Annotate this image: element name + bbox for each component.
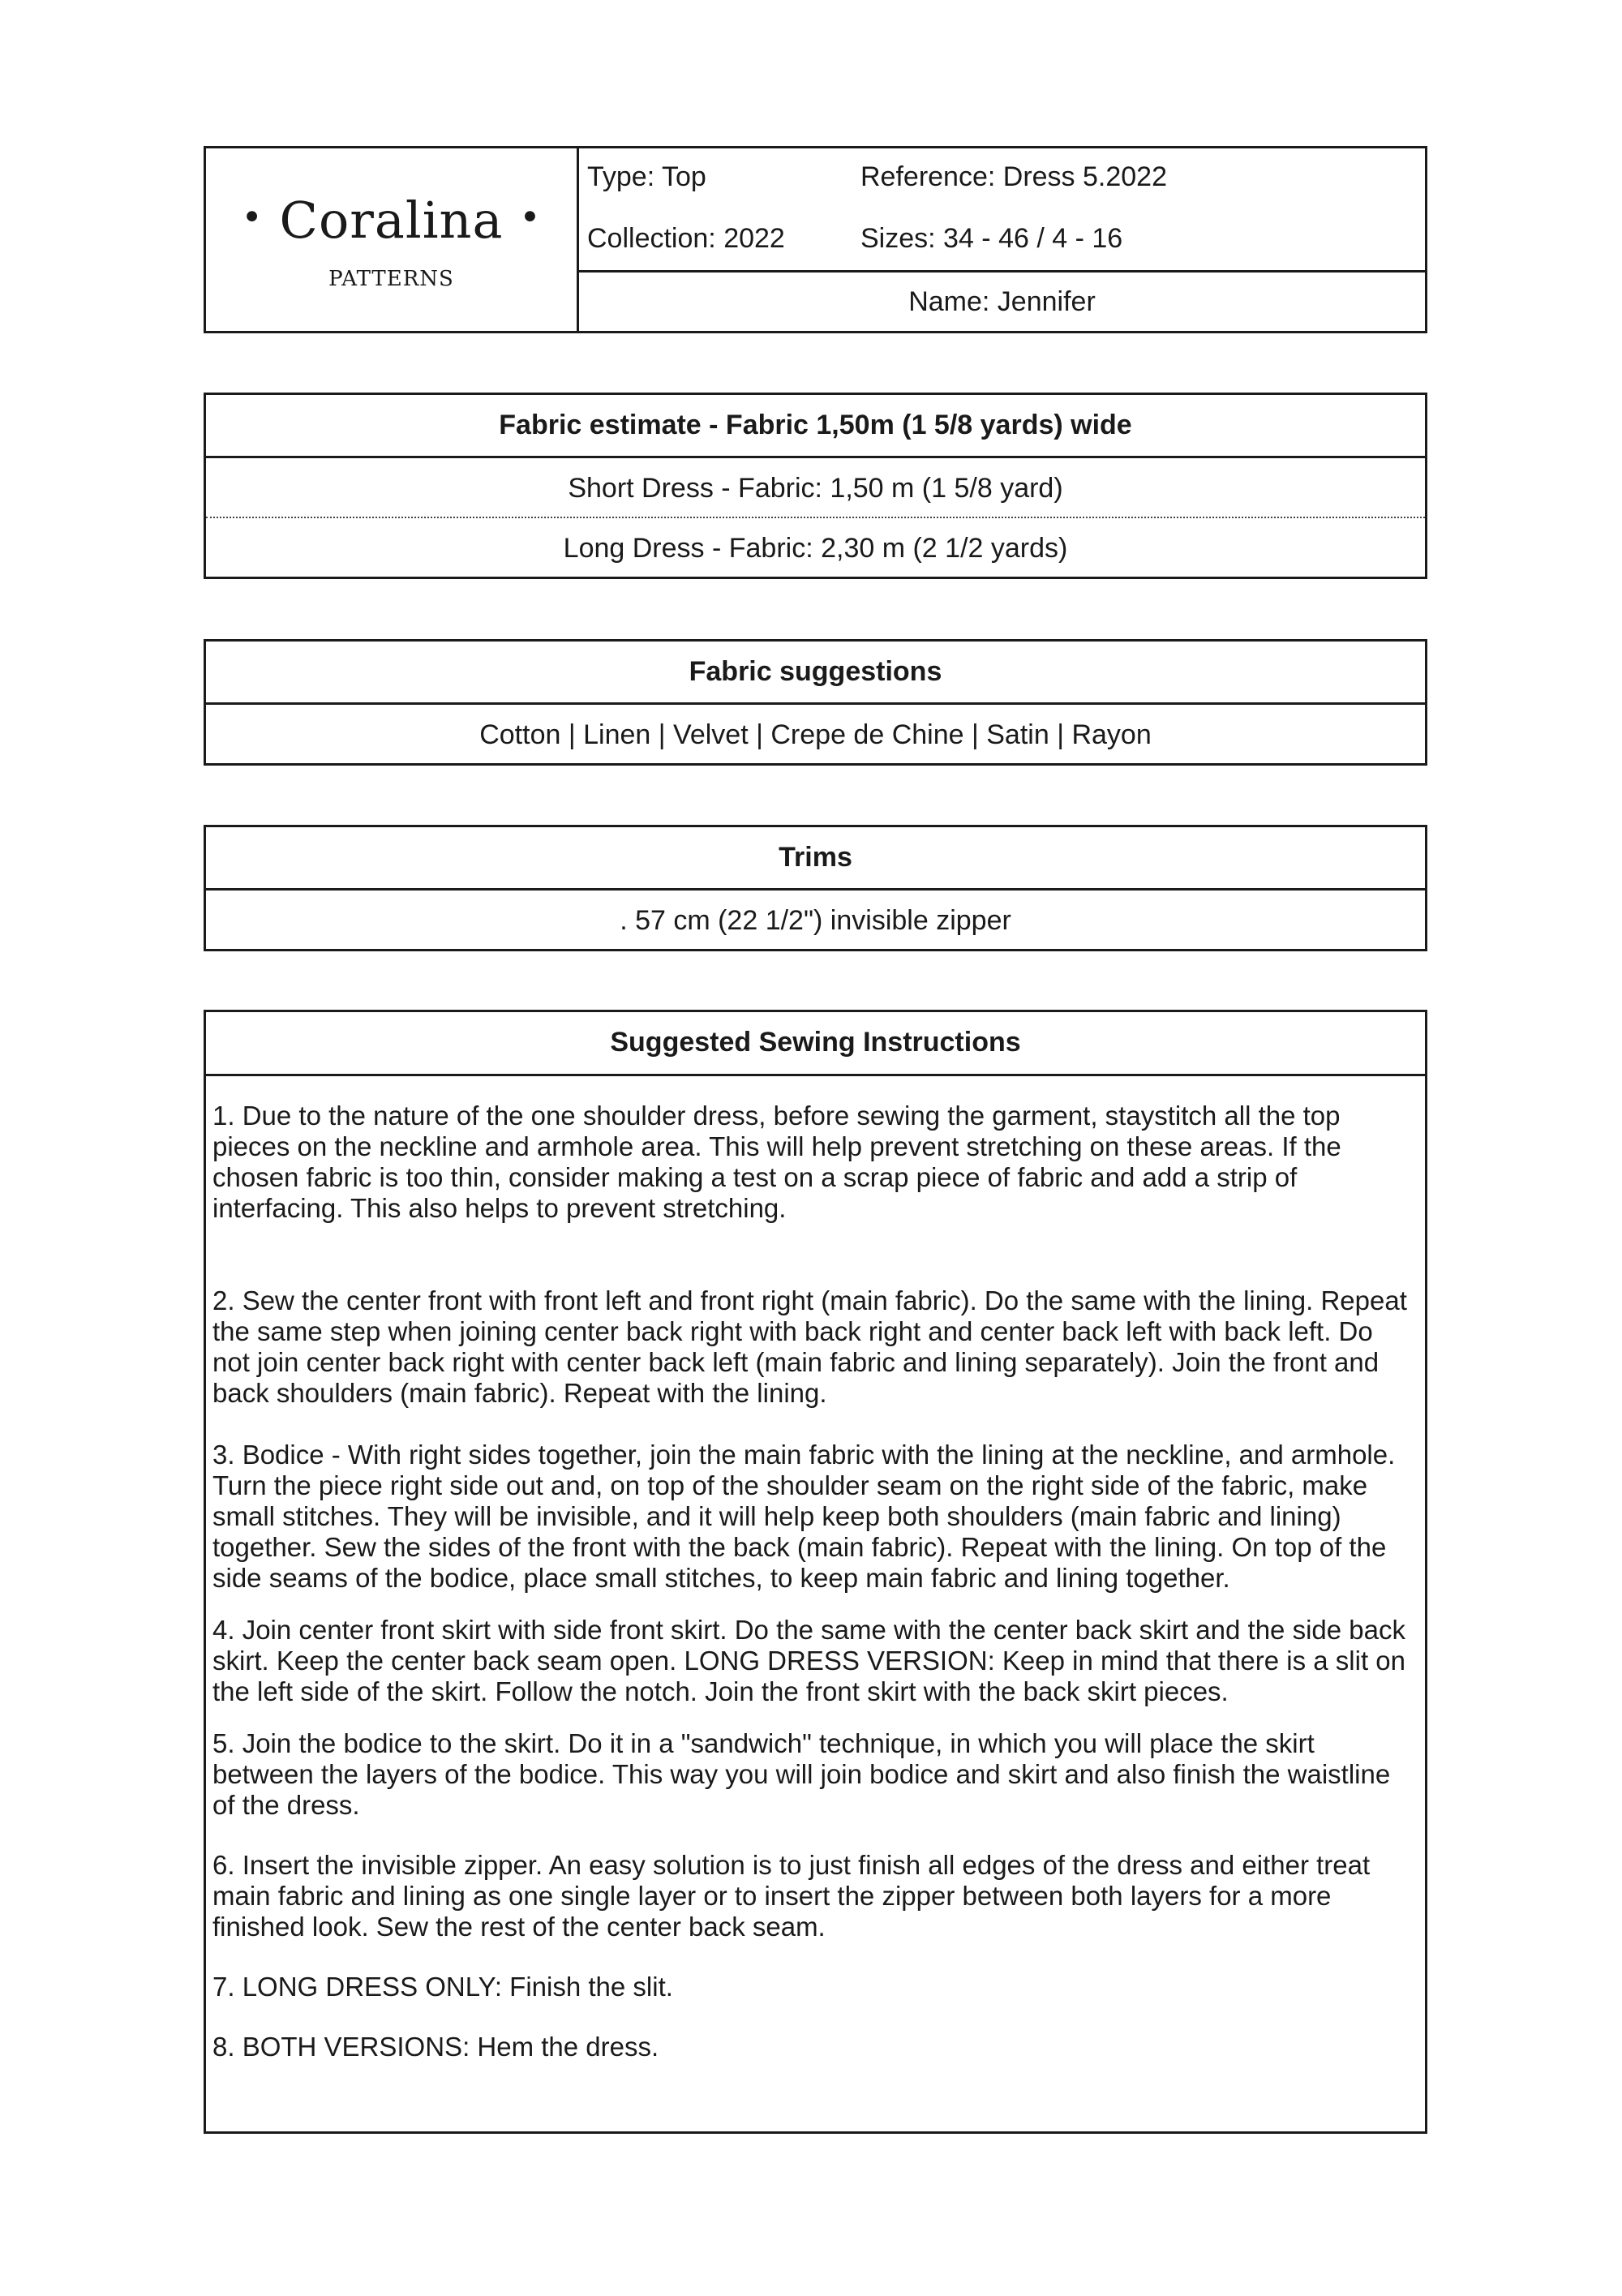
fabric-suggestions-list: Cotton | Linen | Velvet | Crepe de Chine | Satin | Rayon <box>206 702 1425 763</box>
brand-name <box>206 191 577 250</box>
fabric-estimate-title: Fabric estimate - Fabric 1,50m (1 5/8 yards) wide <box>499 410 1132 440</box>
instruction-step-5: 5. Join the bodice to the skirt. Do it in a "sandwich" technique, in which you will place the skirt between the layers of the bodice. This way you will join bodice and skirt and also finish the waistline of the dress. <box>212 1728 1391 1820</box>
brand-dot-left: • <box>241 197 264 238</box>
instruction-step-8: 8. BOTH VERSIONS: Hem the dress. <box>212 2032 659 2062</box>
collection-field: Collection: 2022 <box>587 223 785 254</box>
name-field: Name: Jennifer <box>579 270 1425 331</box>
fabric-suggestions-table <box>204 639 1427 766</box>
instruction-step-3: 3. Bodice - With right sides together, join the main fabric with the lining at the neckline, and armhole. Turn the piece right side out and, on top of the shoulder seam on the right side of the fabric, make small stitches. They will be invisible, and it will help keep both shoulders (main fabric and lining) together. Sew the sides of the front with the back (main fabric). Repeat with the lining. On top of the side seams of the bodice, place small stitches, to keep main fabric and lining together. <box>212 1440 1396 1593</box>
pattern-header <box>204 146 1427 333</box>
instruction-step-6: 6. Insert the invisible zipper. An easy solution is to just finish all edges of the dress and either treat main fabric and lining as one single layer or to insert the zipper between both layers for a more finished look. Sew the rest of the center back seam. <box>212 1850 1371 1942</box>
trims-table <box>204 825 1427 951</box>
fabric-estimate-long-dress: Long Dress - Fabric: 2,30 m (2 1/2 yards) <box>206 517 1425 577</box>
instruction-step-7: 7. LONG DRESS ONLY: Finish the slit. <box>212 1972 673 2002</box>
type-field: Type: Top <box>587 161 706 192</box>
fabric-suggestions-title: Fabric suggestions <box>689 656 942 687</box>
instruction-step-4: 4. Join center front skirt with side front skirt. Do the same with the center back skirt and the side back skirt. Keep the center back seam open. LONG DRESS VERSION: Keep in mind that there is a slit on the left side of the skirt. Follow the notch. Join the front skirt with the back skirt pieces. <box>212 1615 1406 1706</box>
brand-subtitle: PATTERNS <box>328 267 454 291</box>
fabric-estimate-short-dress: Short Dress - Fabric: 1,50 m (1 5/8 yard) <box>206 456 1425 517</box>
brand-name-text: Coralina <box>279 191 504 250</box>
sizes-field: Sizes: 34 - 46 / 4 - 16 <box>860 223 1123 254</box>
sewing-instructions-table <box>204 1010 1427 2134</box>
brand-logo <box>206 148 579 331</box>
brand-dot-right: • <box>519 197 542 238</box>
sewing-instructions-title: Suggested Sewing Instructions <box>610 1027 1021 1058</box>
fabric-estimate-table <box>204 393 1427 579</box>
trims-title: Trims <box>779 842 852 873</box>
instruction-step-1: 1. Due to the nature of the one shoulder dress, before sewing the garment, staystitch all the top pieces on the neckline and armhole area. This will help prevent stretching on these areas. If the chosen fabric is too thin, consider making a test on a scrap piece of fabric and add a strip of interfacing. This also helps to prevent stretching. <box>212 1101 1341 1223</box>
reference-field: Reference: Dress 5.2022 <box>860 161 1167 192</box>
trims-value: . 57 cm (22 1/2") invisible zipper <box>206 888 1425 949</box>
instruction-step-2: 2. Sew the center front with front left and front right (main fabric). Do the same with the lining. Repeat the same step when joining center back right with back right and center back left with back left. Do not join center back right with center back left (main fabric and lining separately). Join the front and back shoulders (main fabric). Repeat with the lining. <box>212 1285 1407 1408</box>
sewing-instructions-body <box>206 1074 1425 2062</box>
